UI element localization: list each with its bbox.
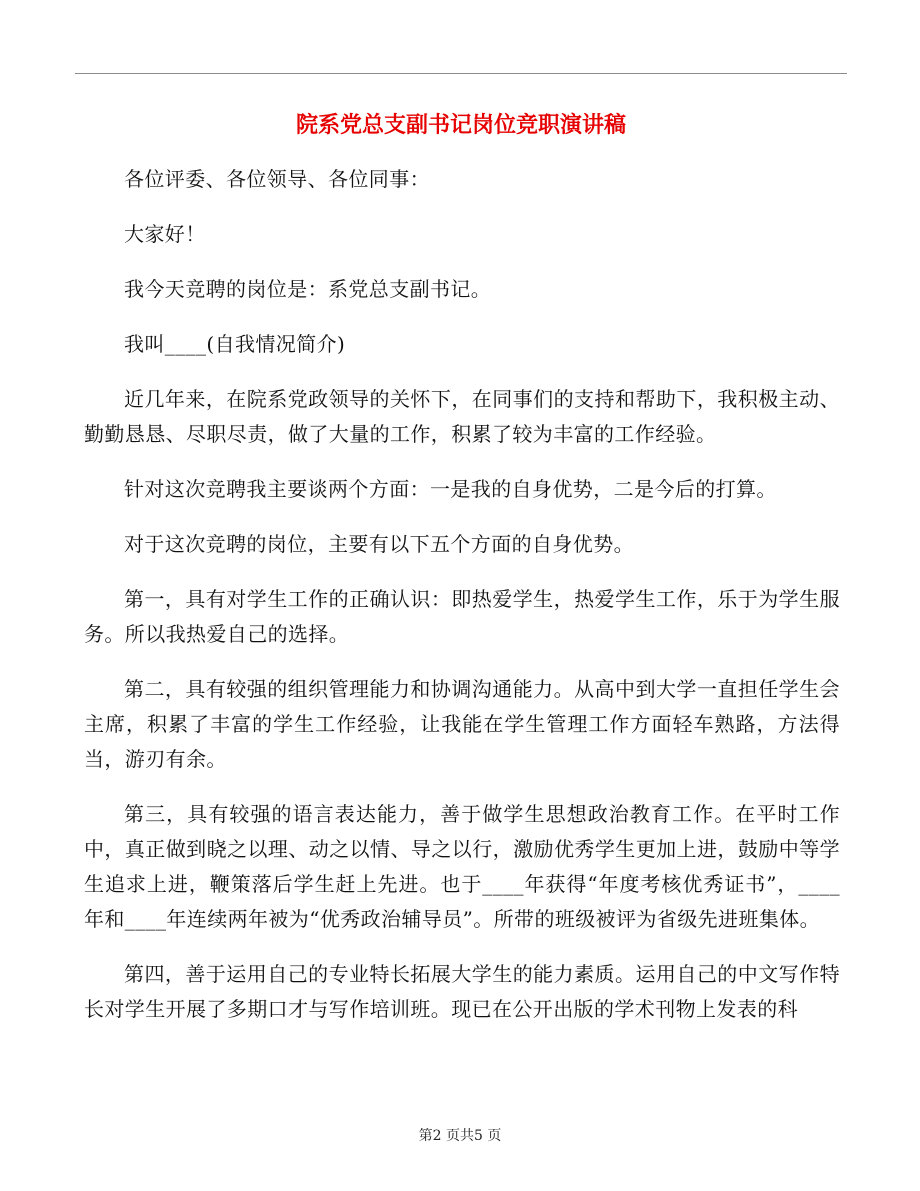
header-rule [75,73,847,74]
document-body [84,162,840,1047]
document-title: 院系党总支副书记岗位竞职演讲稿 [295,112,626,138]
page-footer: 第2 页共5 页 [418,1128,502,1144]
paragraph-advantage-2: 第二，具有较强的组织管理能力和协调沟通能力。从高中到大学一直担任学生会主席，积累了丰富的学生工作经验，让我能在学生管理工作方面轻车熟路，方法得当，游刃有余。 [84,677,840,771]
paragraph-experience: 近几年来，在院系党政领导的关怀下，在同事们的支持和帮助下，我积极主动、勤勤恳恳、尽职尽责，做了大量的工作，积累了较为丰富的工作经验。 [84,387,840,446]
paragraph-advantage-3: 第三，具有较强的语言表达能力，善于做学生思想政治教育工作。在平时工作中，真正做到晓之以理、动之以情、导之以行，激励优秀学生更加上进，鼓励中等学生追求上进，鞭策落后学生赶上先进。也于____年获得“年度考核优秀证书”，____年和____年连续两年被为“优秀政治辅导员”。所带的班级被评为省级先进班集体。 [84,802,840,931]
paragraph-position: 我今天竞聘的岗位是：系党总支副书记。 [124,277,492,301]
paragraph-advantage-4: 第四，善于运用自己的专业特长拓展大学生的能力素质。运用自己的中文写作特长对学生开展了多期口才与写作培训班。现已在公开出版的学术刊物上发表的科 [84,962,840,1021]
paragraph-salutation: 各位评委、各位领导、各位同事： [124,167,430,191]
paragraph-outline: 针对这次竞聘我主要谈两个方面：一是我的自身优势，二是今后的打算。 [124,477,777,501]
paragraph-self-intro: 我叫____(自我情况简介) [124,332,346,356]
paragraph-advantages-intro: 对于这次竞聘的岗位，主要有以下五个方面的自身优势。 [124,532,634,556]
paragraph-advantage-1: 第一，具有对学生工作的正确认识：即热爱学生，热爱学生工作，乐于为学生服务。所以我热爱自己的选择。 [84,587,840,646]
paragraph-greeting: 大家好！ [124,222,206,246]
